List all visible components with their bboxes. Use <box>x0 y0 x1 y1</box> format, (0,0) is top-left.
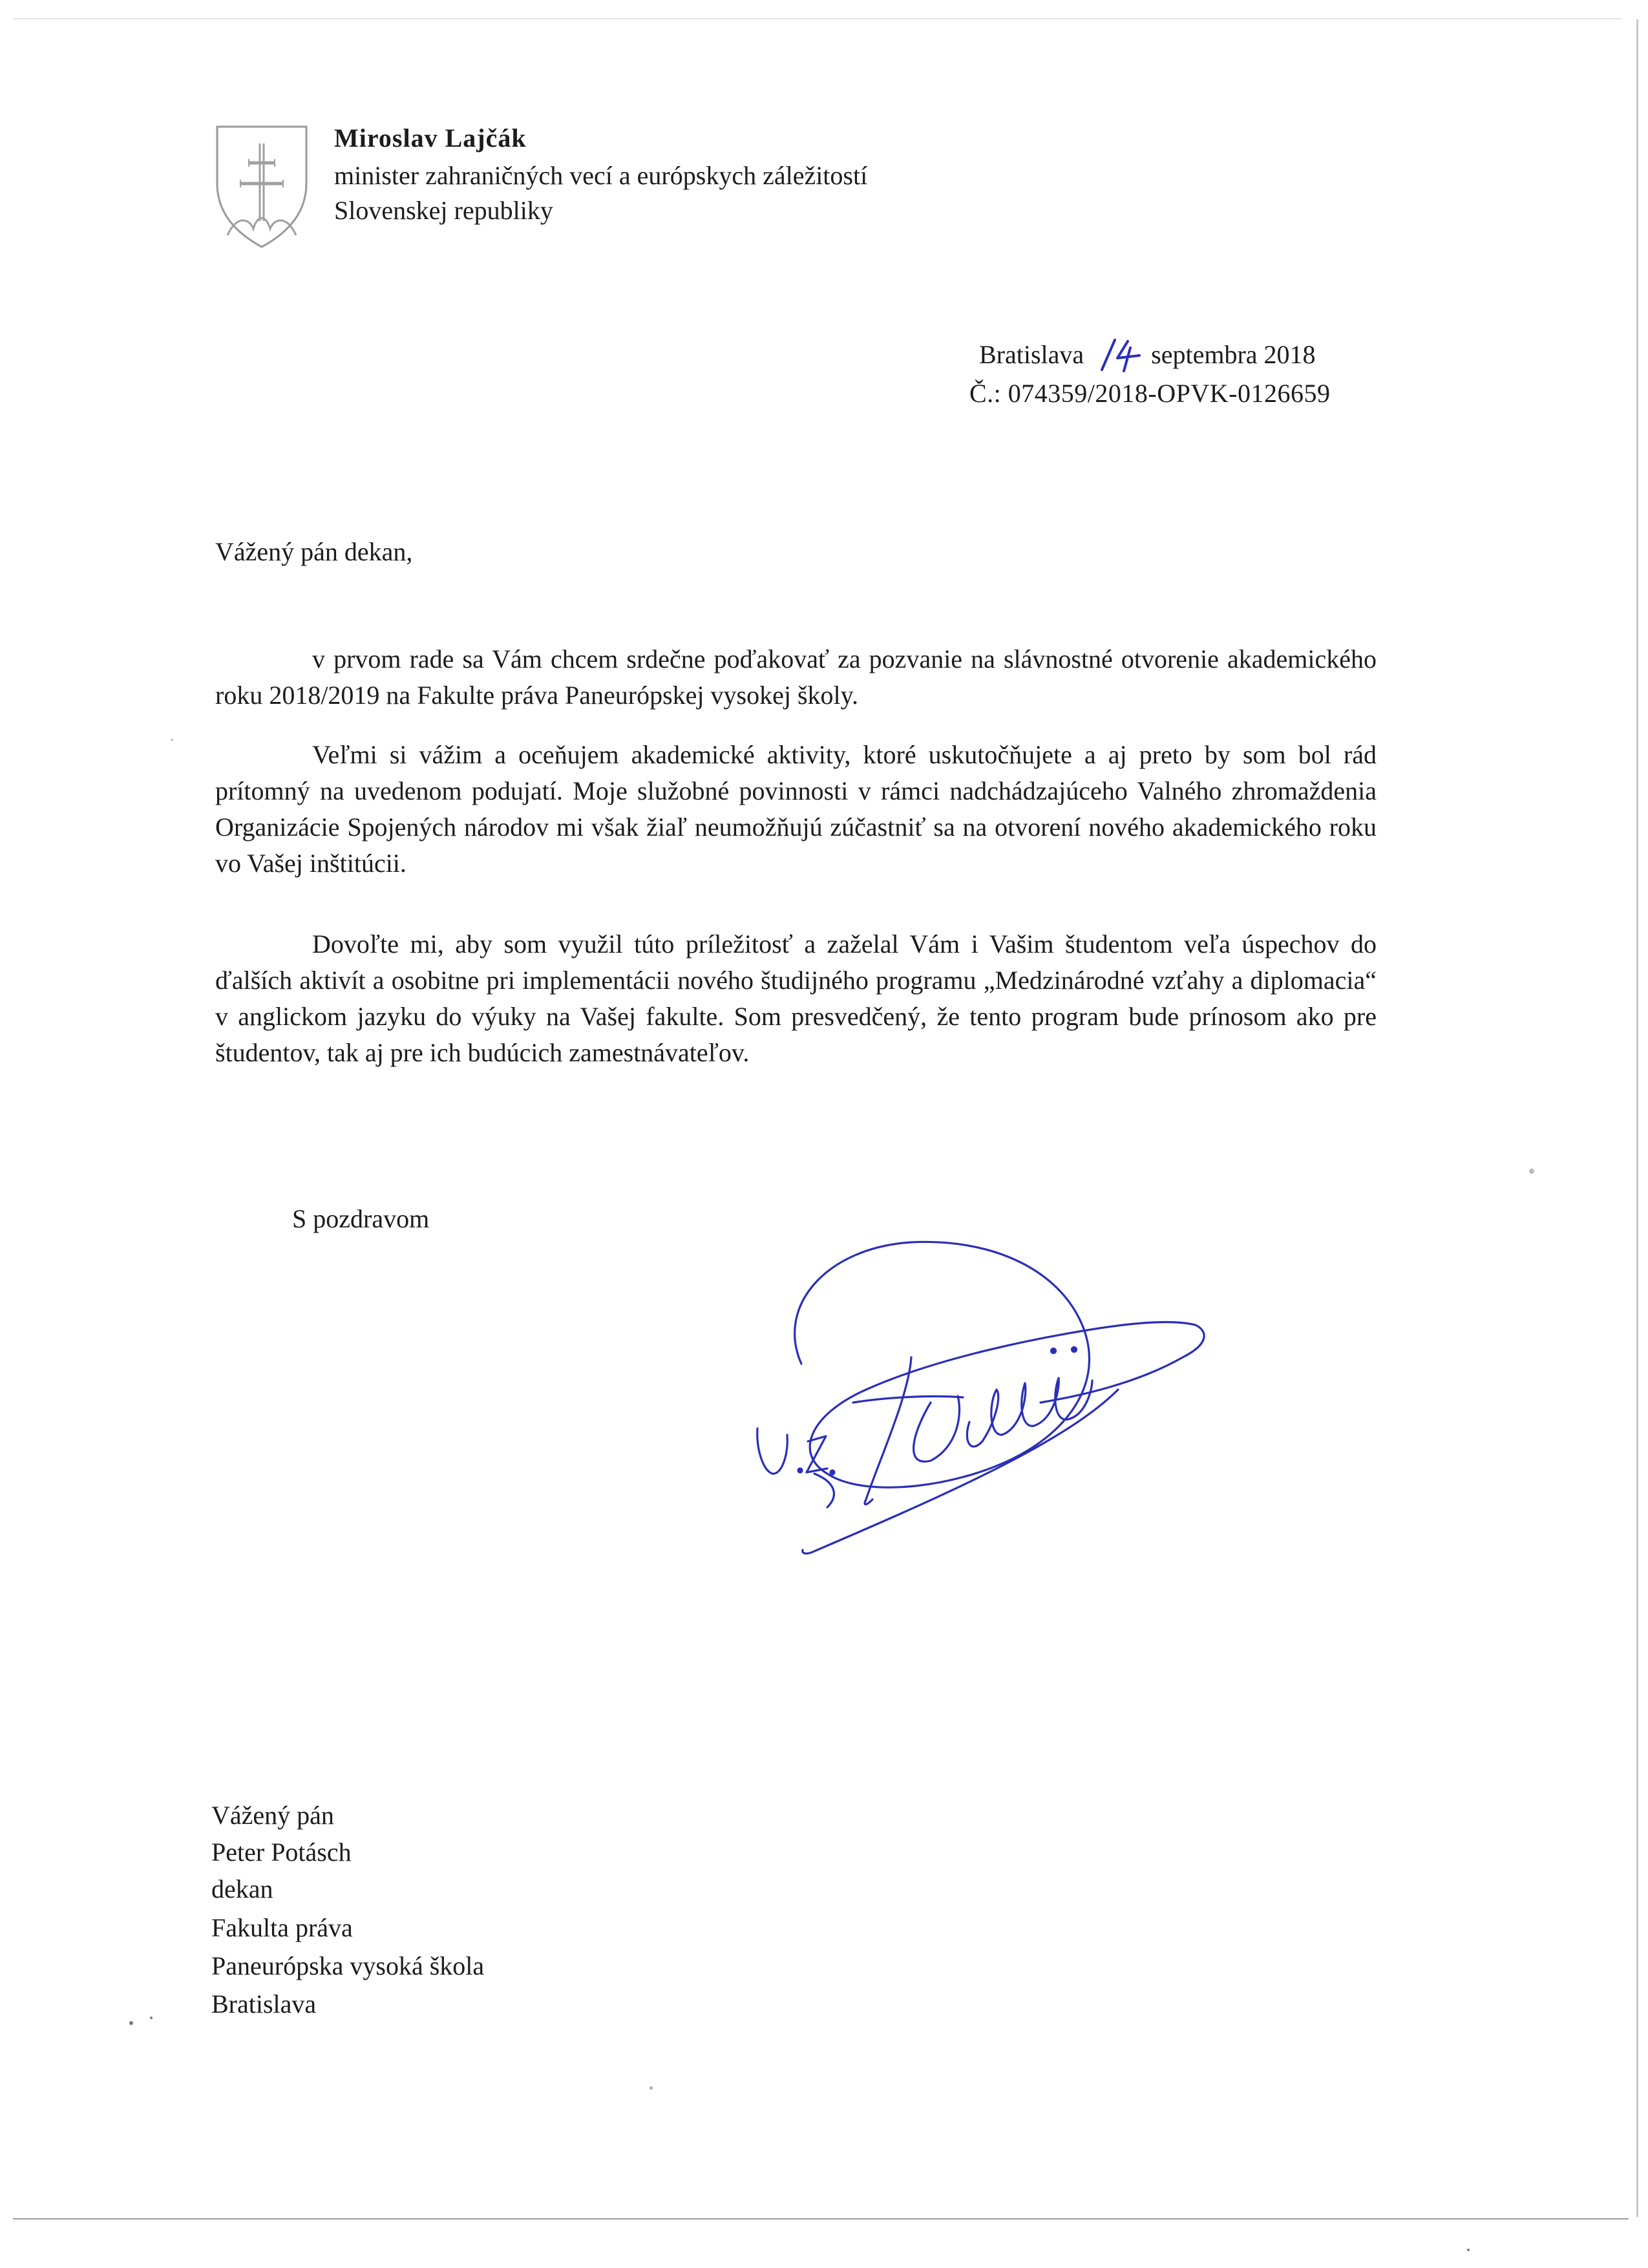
scan-speck <box>650 2086 653 2090</box>
addressee-line: Bratislava <box>211 1989 317 2019</box>
month-year: septembra 2018 <box>1151 340 1316 369</box>
sender-name: Miroslav Lajčák <box>334 123 527 153</box>
scan-edge-top <box>13 18 1622 19</box>
closing: S pozdravom <box>292 1204 430 1233</box>
scan-edge-right <box>1636 19 1638 2217</box>
addressee-line: dekan <box>211 1874 273 1903</box>
paragraph-1: v prvom rade sa Vám chcem srdečne poďakovať za pozvanie na slávnostné otvorenie akademického roku 2018/2019 na Fakulte práva Paneurópskej vysokej školy. <box>215 644 1377 710</box>
addressee-line: Paneurópska vysoká škola <box>211 1951 485 1980</box>
paragraph-2: Veľmi si vážim a oceňujem akademické aktivity, ktoré uskutočňujete a aj preto by som bol rád prítomný na uvedenom podujatí. Moje služobné povinnosti v rámci nadchádzajúceho Valného zhromaždenia Organizácie Spojených národov mi však žiaľ neumožňujú zúčastniť sa na otvorení nového akademického roku vo Vašej inštitúcii. <box>215 740 1377 878</box>
slovak-coat-of-arms-icon <box>213 124 310 250</box>
place: Bratislava <box>979 340 1084 369</box>
handwritten-signature <box>717 1228 1267 1603</box>
addressee-line: Fakulta práva <box>211 1913 353 1942</box>
scan-speck <box>171 739 173 741</box>
handwritten-day-icon <box>1090 336 1145 372</box>
reference-number: Č.: 074359/2018-OPVK-0126659 <box>969 379 1331 408</box>
scan-edge-bottom <box>13 2218 1629 2220</box>
paragraph-3: Dovoľte mi, aby som využil túto príležitosť a zaželal Vám i Vašim študentom veľa úspechov do ďalších aktivít a osobitne pri implementácii nového študijného programu „Medzinárodné vzťahy a diplomacia“ v anglickom jazyku do výuky na Vašej fakulte. Som presvedčený, že tento program bude prínosom ako pre študentov, tak aj pre ich budúcich zamestnávateľov. <box>215 929 1377 1067</box>
addressee-line: Peter Potásch <box>211 1838 352 1867</box>
sender-country: Slovenskej republiky <box>334 196 553 225</box>
scan-speck <box>129 2021 133 2025</box>
place-date <box>979 336 1316 372</box>
scan-speck <box>1529 1169 1534 1174</box>
scan-speck <box>150 2017 153 2019</box>
sender-title: minister zahraničných vecí a európskych záležitostí <box>334 161 868 190</box>
salutation: Vážený pán dekan, <box>215 537 413 566</box>
addressee-line: Vážený pán <box>211 1801 334 1830</box>
scan-speck <box>1467 2249 1470 2251</box>
